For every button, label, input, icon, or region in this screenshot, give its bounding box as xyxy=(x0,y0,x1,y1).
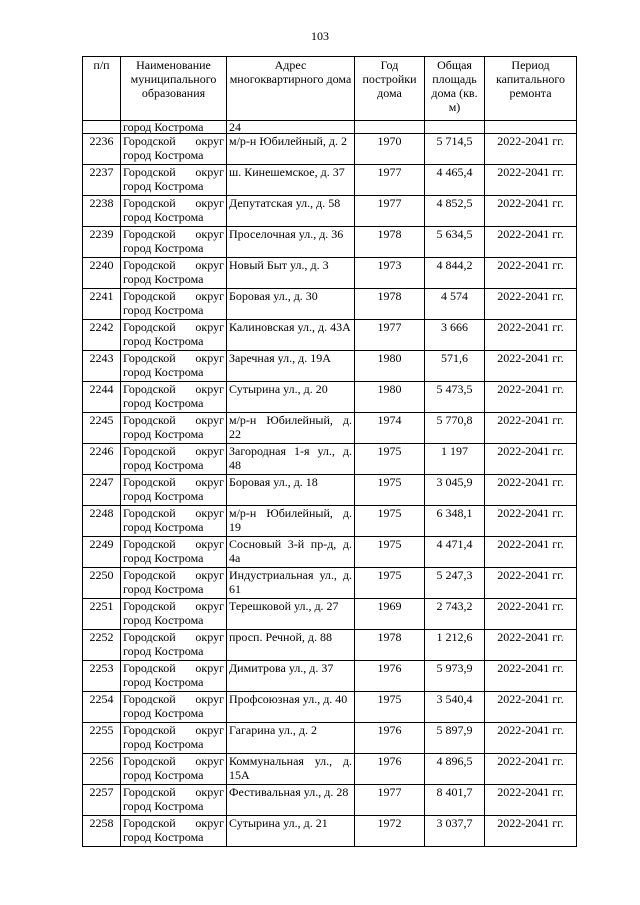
municipality-word2: округ xyxy=(195,599,224,613)
continuation-num xyxy=(83,121,121,134)
municipality-word2: округ xyxy=(195,258,224,272)
row-area: 571,6 xyxy=(425,351,485,382)
municipality-word2: округ xyxy=(195,475,224,489)
row-num: 2238 xyxy=(83,196,121,227)
row-num: 2255 xyxy=(83,723,121,754)
row-period: 2022-2041 гг. xyxy=(485,785,577,816)
continuation-year xyxy=(355,121,425,134)
row-year: 1976 xyxy=(355,661,425,692)
row-year: 1978 xyxy=(355,289,425,320)
row-address: м/р-н Юбилейный, д. 2 xyxy=(227,134,355,165)
table-row xyxy=(83,630,577,661)
row-address: м/р-н Юбилейный, д. 19 xyxy=(227,506,355,537)
table-row xyxy=(83,196,577,227)
row-municipality xyxy=(121,475,227,506)
row-address: Профсоюзная ул., д. 40 xyxy=(227,692,355,723)
row-year: 1977 xyxy=(355,785,425,816)
municipality-word2: округ xyxy=(195,320,224,334)
row-num: 2248 xyxy=(83,506,121,537)
row-period: 2022-2041 гг. xyxy=(485,320,577,351)
table-row xyxy=(83,227,577,258)
header-num: п/п xyxy=(83,57,121,121)
row-num: 2239 xyxy=(83,227,121,258)
row-year: 1976 xyxy=(355,754,425,785)
row-area: 4 844,2 xyxy=(425,258,485,289)
row-municipality xyxy=(121,816,227,847)
row-address: Проселочная ул., д. 36 xyxy=(227,227,355,258)
municipality-word1: Городской xyxy=(123,413,176,427)
row-num: 2241 xyxy=(83,289,121,320)
row-municipality xyxy=(121,289,227,320)
row-period: 2022-2041 гг. xyxy=(485,227,577,258)
table-row xyxy=(83,568,577,599)
row-municipality xyxy=(121,382,227,413)
row-num: 2249 xyxy=(83,537,121,568)
municipality-city: город Кострома xyxy=(123,427,204,441)
row-period: 2022-2041 гг. xyxy=(485,382,577,413)
row-municipality xyxy=(121,754,227,785)
table-row xyxy=(83,506,577,537)
header-area: Общая площадь дома (кв. м) xyxy=(425,57,485,121)
row-address: Заречная ул., д. 19А xyxy=(227,351,355,382)
municipality-word2: округ xyxy=(195,444,224,458)
row-year: 1976 xyxy=(355,723,425,754)
continuation-address: 24 xyxy=(227,121,355,134)
row-area: 8 401,7 xyxy=(425,785,485,816)
municipality-word1: Городской xyxy=(123,320,176,334)
municipality-word2: округ xyxy=(195,630,224,644)
municipality-word1: Городской xyxy=(123,568,176,582)
row-area: 5 634,5 xyxy=(425,227,485,258)
row-period: 2022-2041 гг. xyxy=(485,413,577,444)
table-row xyxy=(83,444,577,475)
municipality-city: город Кострома xyxy=(123,241,204,255)
row-num: 2251 xyxy=(83,599,121,630)
row-num: 2257 xyxy=(83,785,121,816)
municipality-word2: округ xyxy=(195,816,224,830)
housing-table xyxy=(82,56,577,847)
row-period: 2022-2041 гг. xyxy=(485,196,577,227)
municipality-city: город Кострома xyxy=(123,148,204,162)
row-num: 2256 xyxy=(83,754,121,785)
row-municipality xyxy=(121,723,227,754)
table-row xyxy=(83,134,577,165)
row-num: 2253 xyxy=(83,661,121,692)
municipality-city: город Кострома xyxy=(123,489,204,503)
row-municipality xyxy=(121,227,227,258)
row-num: 2250 xyxy=(83,568,121,599)
municipality-city: город Кострома xyxy=(123,768,204,782)
municipality-word2: округ xyxy=(195,537,224,551)
municipality-city: город Кострома xyxy=(123,303,204,317)
row-num: 2252 xyxy=(83,630,121,661)
municipality-word2: округ xyxy=(195,289,224,303)
municipality-city: город Кострома xyxy=(123,799,204,813)
row-year: 1975 xyxy=(355,692,425,723)
row-year: 1972 xyxy=(355,816,425,847)
page-number: 103 xyxy=(311,29,329,43)
row-year: 1978 xyxy=(355,630,425,661)
row-area: 3 045,9 xyxy=(425,475,485,506)
municipality-word1: Городской xyxy=(123,537,176,551)
row-period: 2022-2041 гг. xyxy=(485,475,577,506)
row-year: 1975 xyxy=(355,444,425,475)
row-address: Сутырина ул., д. 21 xyxy=(227,816,355,847)
row-area: 5 973,9 xyxy=(425,661,485,692)
municipality-city: город Кострома xyxy=(123,644,204,658)
row-municipality xyxy=(121,506,227,537)
row-period: 2022-2041 гг. xyxy=(485,568,577,599)
municipality-word1: Городской xyxy=(123,289,176,303)
continuation-period xyxy=(485,121,577,134)
row-area: 1 212,6 xyxy=(425,630,485,661)
row-municipality xyxy=(121,258,227,289)
municipality-city: город Кострома xyxy=(123,675,204,689)
row-address: Фестивальная ул., д. 28 xyxy=(227,785,355,816)
table-row xyxy=(83,289,577,320)
municipality-city: город Кострома xyxy=(123,582,204,596)
row-municipality xyxy=(121,134,227,165)
table-row xyxy=(83,785,577,816)
header-period: Период капитального ремонта xyxy=(485,57,577,121)
row-period: 2022-2041 гг. xyxy=(485,599,577,630)
municipality-word1: Городской xyxy=(123,351,176,365)
row-area: 4 852,5 xyxy=(425,196,485,227)
header-year: Год постройки дома xyxy=(355,57,425,121)
municipality-word2: округ xyxy=(195,134,224,148)
municipality-city: город Кострома xyxy=(123,365,204,379)
municipality-word2: округ xyxy=(195,754,224,768)
municipality-word2: округ xyxy=(195,692,224,706)
row-address: Димитрова ул., д. 37 xyxy=(227,661,355,692)
row-year: 1977 xyxy=(355,165,425,196)
row-area: 4 465,4 xyxy=(425,165,485,196)
row-year: 1970 xyxy=(355,134,425,165)
row-year: 1980 xyxy=(355,382,425,413)
municipality-word1: Городской xyxy=(123,227,176,241)
row-area: 4 574 xyxy=(425,289,485,320)
row-year: 1975 xyxy=(355,537,425,568)
municipality-word1: Городской xyxy=(123,754,176,768)
row-num: 2240 xyxy=(83,258,121,289)
row-period: 2022-2041 гг. xyxy=(485,351,577,382)
municipality-city: город Кострома xyxy=(123,520,204,534)
row-address: Боровая ул., д. 30 xyxy=(227,289,355,320)
row-address: м/р-н Юбилейный, д. 22 xyxy=(227,413,355,444)
municipality-word1: Городской xyxy=(123,785,176,799)
row-num: 2254 xyxy=(83,692,121,723)
municipality-word1: Городской xyxy=(123,723,176,737)
row-municipality xyxy=(121,537,227,568)
municipality-word1: Городской xyxy=(123,475,176,489)
table-row xyxy=(83,537,577,568)
row-address: Новый Быт ул., д. 3 xyxy=(227,258,355,289)
row-municipality xyxy=(121,320,227,351)
row-period: 2022-2041 гг. xyxy=(485,692,577,723)
row-num: 2244 xyxy=(83,382,121,413)
table-row xyxy=(83,661,577,692)
row-year: 1975 xyxy=(355,568,425,599)
municipality-city: город Кострома xyxy=(123,396,204,410)
row-municipality xyxy=(121,599,227,630)
row-address: Сутырина ул., д. 20 xyxy=(227,382,355,413)
row-area: 3 666 xyxy=(425,320,485,351)
table-row xyxy=(83,382,577,413)
municipality-city: город Кострома xyxy=(123,613,204,627)
municipality-word1: Городской xyxy=(123,258,176,272)
row-municipality xyxy=(121,413,227,444)
row-municipality xyxy=(121,568,227,599)
table-row xyxy=(83,320,577,351)
municipality-word1: Городской xyxy=(123,692,176,706)
row-num: 2243 xyxy=(83,351,121,382)
table-row xyxy=(83,351,577,382)
row-address: Боровая ул., д. 18 xyxy=(227,475,355,506)
municipality-city: город Кострома xyxy=(123,551,204,565)
municipality-word2: округ xyxy=(195,413,224,427)
row-num: 2247 xyxy=(83,475,121,506)
municipality-word1: Городской xyxy=(123,444,176,458)
row-year: 1975 xyxy=(355,475,425,506)
row-area: 5 473,5 xyxy=(425,382,485,413)
municipality-word2: округ xyxy=(195,785,224,799)
row-year: 1977 xyxy=(355,196,425,227)
header-row xyxy=(83,57,577,121)
row-area: 3 540,4 xyxy=(425,692,485,723)
municipality-word1: Городской xyxy=(123,196,176,210)
municipality-word2: округ xyxy=(195,382,224,396)
municipality-word2: округ xyxy=(195,568,224,582)
row-period: 2022-2041 гг. xyxy=(485,134,577,165)
row-address: Гагарина ул., д. 2 xyxy=(227,723,355,754)
header-address: Адрес многоквартирного дома xyxy=(227,57,355,121)
municipality-word1: Городской xyxy=(123,599,176,613)
row-municipality xyxy=(121,196,227,227)
row-address: Калиновская ул., д. 43А xyxy=(227,320,355,351)
municipality-city: город Кострома xyxy=(123,210,204,224)
row-municipality xyxy=(121,351,227,382)
table-row xyxy=(83,816,577,847)
row-address: Индустриальная ул., д. 61 xyxy=(227,568,355,599)
row-municipality xyxy=(121,692,227,723)
row-area: 4 896,5 xyxy=(425,754,485,785)
municipality-word1: Городской xyxy=(123,506,176,520)
row-period: 2022-2041 гг. xyxy=(485,165,577,196)
row-municipality xyxy=(121,661,227,692)
table-row xyxy=(83,692,577,723)
row-period: 2022-2041 гг. xyxy=(485,661,577,692)
row-address: Коммунальная ул., д. 15А xyxy=(227,754,355,785)
municipality-word2: округ xyxy=(195,661,224,675)
table-row xyxy=(83,599,577,630)
row-period: 2022-2041 гг. xyxy=(485,816,577,847)
row-period: 2022-2041 гг. xyxy=(485,537,577,568)
header-municipality: Наименование муниципального образования xyxy=(121,57,227,121)
municipality-city: город Кострома xyxy=(123,737,204,751)
municipality-city: город Кострома xyxy=(123,272,204,286)
municipality-word2: округ xyxy=(195,165,224,179)
row-area: 5 897,9 xyxy=(425,723,485,754)
row-address: просп. Речной, д. 88 xyxy=(227,630,355,661)
table-row xyxy=(83,165,577,196)
row-num: 2245 xyxy=(83,413,121,444)
row-period: 2022-2041 гг. xyxy=(485,289,577,320)
table-row xyxy=(83,475,577,506)
row-year: 1975 xyxy=(355,506,425,537)
municipality-word2: округ xyxy=(195,506,224,520)
table-row xyxy=(83,754,577,785)
row-area: 5 247,3 xyxy=(425,568,485,599)
row-num: 2237 xyxy=(83,165,121,196)
row-year: 1978 xyxy=(355,227,425,258)
row-municipality xyxy=(121,444,227,475)
continuation-row xyxy=(83,121,577,134)
row-num: 2246 xyxy=(83,444,121,475)
row-address: ш. Кинешемское, д. 37 xyxy=(227,165,355,196)
row-year: 1977 xyxy=(355,320,425,351)
row-period: 2022-2041 гг. xyxy=(485,754,577,785)
row-area: 5 770,8 xyxy=(425,413,485,444)
row-area: 3 037,7 xyxy=(425,816,485,847)
municipality-city: город Кострома xyxy=(123,830,204,844)
municipality-city: город Кострома xyxy=(123,179,204,193)
municipality-word2: округ xyxy=(195,196,224,210)
row-period: 2022-2041 гг. xyxy=(485,630,577,661)
municipality-word2: округ xyxy=(195,227,224,241)
continuation-municipality: город Кострома xyxy=(121,121,227,134)
municipality-word1: Городской xyxy=(123,661,176,675)
row-municipality xyxy=(121,165,227,196)
row-area: 2 743,2 xyxy=(425,599,485,630)
municipality-word1: Городской xyxy=(123,816,176,830)
row-address: Терешковой ул., д. 27 xyxy=(227,599,355,630)
row-area: 6 348,1 xyxy=(425,506,485,537)
row-period: 2022-2041 гг. xyxy=(485,258,577,289)
row-address: Загородная 1-я ул., д. 48 xyxy=(227,444,355,475)
row-area: 1 197 xyxy=(425,444,485,475)
row-address: Сосновый 3-й пр-д, д. 4а xyxy=(227,537,355,568)
row-period: 2022-2041 гг. xyxy=(485,506,577,537)
row-municipality xyxy=(121,785,227,816)
row-year: 1969 xyxy=(355,599,425,630)
table-row xyxy=(83,723,577,754)
municipality-city: город Кострома xyxy=(123,458,204,472)
municipality-word2: округ xyxy=(195,723,224,737)
row-address: Депутатская ул., д. 58 xyxy=(227,196,355,227)
table-row xyxy=(83,258,577,289)
municipality-city: город Кострома xyxy=(123,706,204,720)
row-year: 1980 xyxy=(355,351,425,382)
municipality-city: город Кострома xyxy=(123,334,204,348)
continuation-area xyxy=(425,121,485,134)
row-period: 2022-2041 гг. xyxy=(485,723,577,754)
row-num: 2236 xyxy=(83,134,121,165)
row-num: 2258 xyxy=(83,816,121,847)
municipality-word1: Городской xyxy=(123,165,176,179)
municipality-word2: округ xyxy=(195,351,224,365)
row-area: 5 714,5 xyxy=(425,134,485,165)
municipality-word1: Городской xyxy=(123,382,176,396)
row-municipality xyxy=(121,630,227,661)
table-row xyxy=(83,413,577,444)
municipality-word1: Городской xyxy=(123,630,176,644)
row-year: 1973 xyxy=(355,258,425,289)
row-year: 1974 xyxy=(355,413,425,444)
row-period: 2022-2041 гг. xyxy=(485,444,577,475)
row-num: 2242 xyxy=(83,320,121,351)
row-area: 4 471,4 xyxy=(425,537,485,568)
municipality-word1: Городской xyxy=(123,134,176,148)
